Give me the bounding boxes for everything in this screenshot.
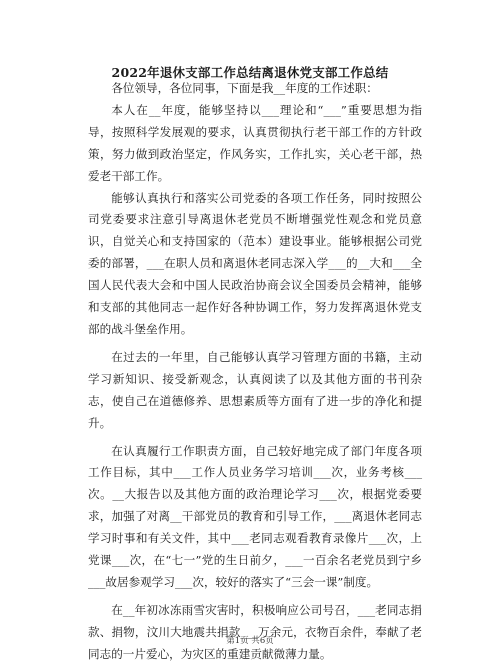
paragraph-party-tasks: 能够认真执行和落实公司党委的各项工作任务，同时按照公司党委要求注意引导离退休老党员不断增强党性观念和党员意识，自觉关心和支持国家的（范本）建设事业。能够根据公司党委的部署，___在职人员和离退休老同志深入学___的__大和___全国人民代表大会和中国人民政治协商会议全国委员会精神，能够和支部的其他同志一起作好各种协调工作，努力发挥离退休党支部的战斗堡垒作用。 — [88, 190, 422, 336]
document-title: 2022年退休支部工作总结离退休党支部工作总结 — [111, 65, 389, 80]
paragraph-guiding-thought: 本人在__年度，能够坚持以___理论和“___”重要思想为指导，按照科学发展观的要求，认真贯彻执行老干部工作的方针政策，努力做到政治坚定，作风务实，工作扎实，关心老干部，热爱老干部工作。 — [88, 102, 422, 183]
paragraph-study: 在过去的一年里，自己能够认真学习管理方面的书籍，主动学习新知识、接受新观念，认真阅读了以及其他方面的书刊杂志，使自己在道德修养、思想素质等方面有了进一步的净化和提升。 — [88, 349, 422, 430]
paragraph-greeting: 各位领导，各位同事，下面是我__年度的工作述职： — [111, 81, 378, 95]
document-body — [88, 78, 422, 666]
paragraph-disaster-relief: 在__年初冰冻雨雪灾害时，积极响应公司号召，___老同志捐款、捐物，汶川大地震共捐款___万余元，衣物百余件，奉献了老同志的一片爱心，为灾区的重建贡献微薄力量。 — [88, 602, 422, 661]
paragraph-duties: 在认真履行工作职责方面，自己较好地完成了部门年度各项工作目标，其中___工作人员业务学习培训___次，业务考核___次。__大报告以及其他方面的政治理论学习___次，根据党委要求，加强了对离__干部党员的教育和引导工作，___离退休老同志学习时事和有关文件，其中___老同志观看教育录像片___次，上党课___次，在“七一”党的生日前夕，___一百余名老党员到宁乡___故居参观学习___次，较好的落实了“三会一课”制度。 — [88, 443, 422, 589]
page-number: 第1页 共6页 — [226, 636, 274, 646]
